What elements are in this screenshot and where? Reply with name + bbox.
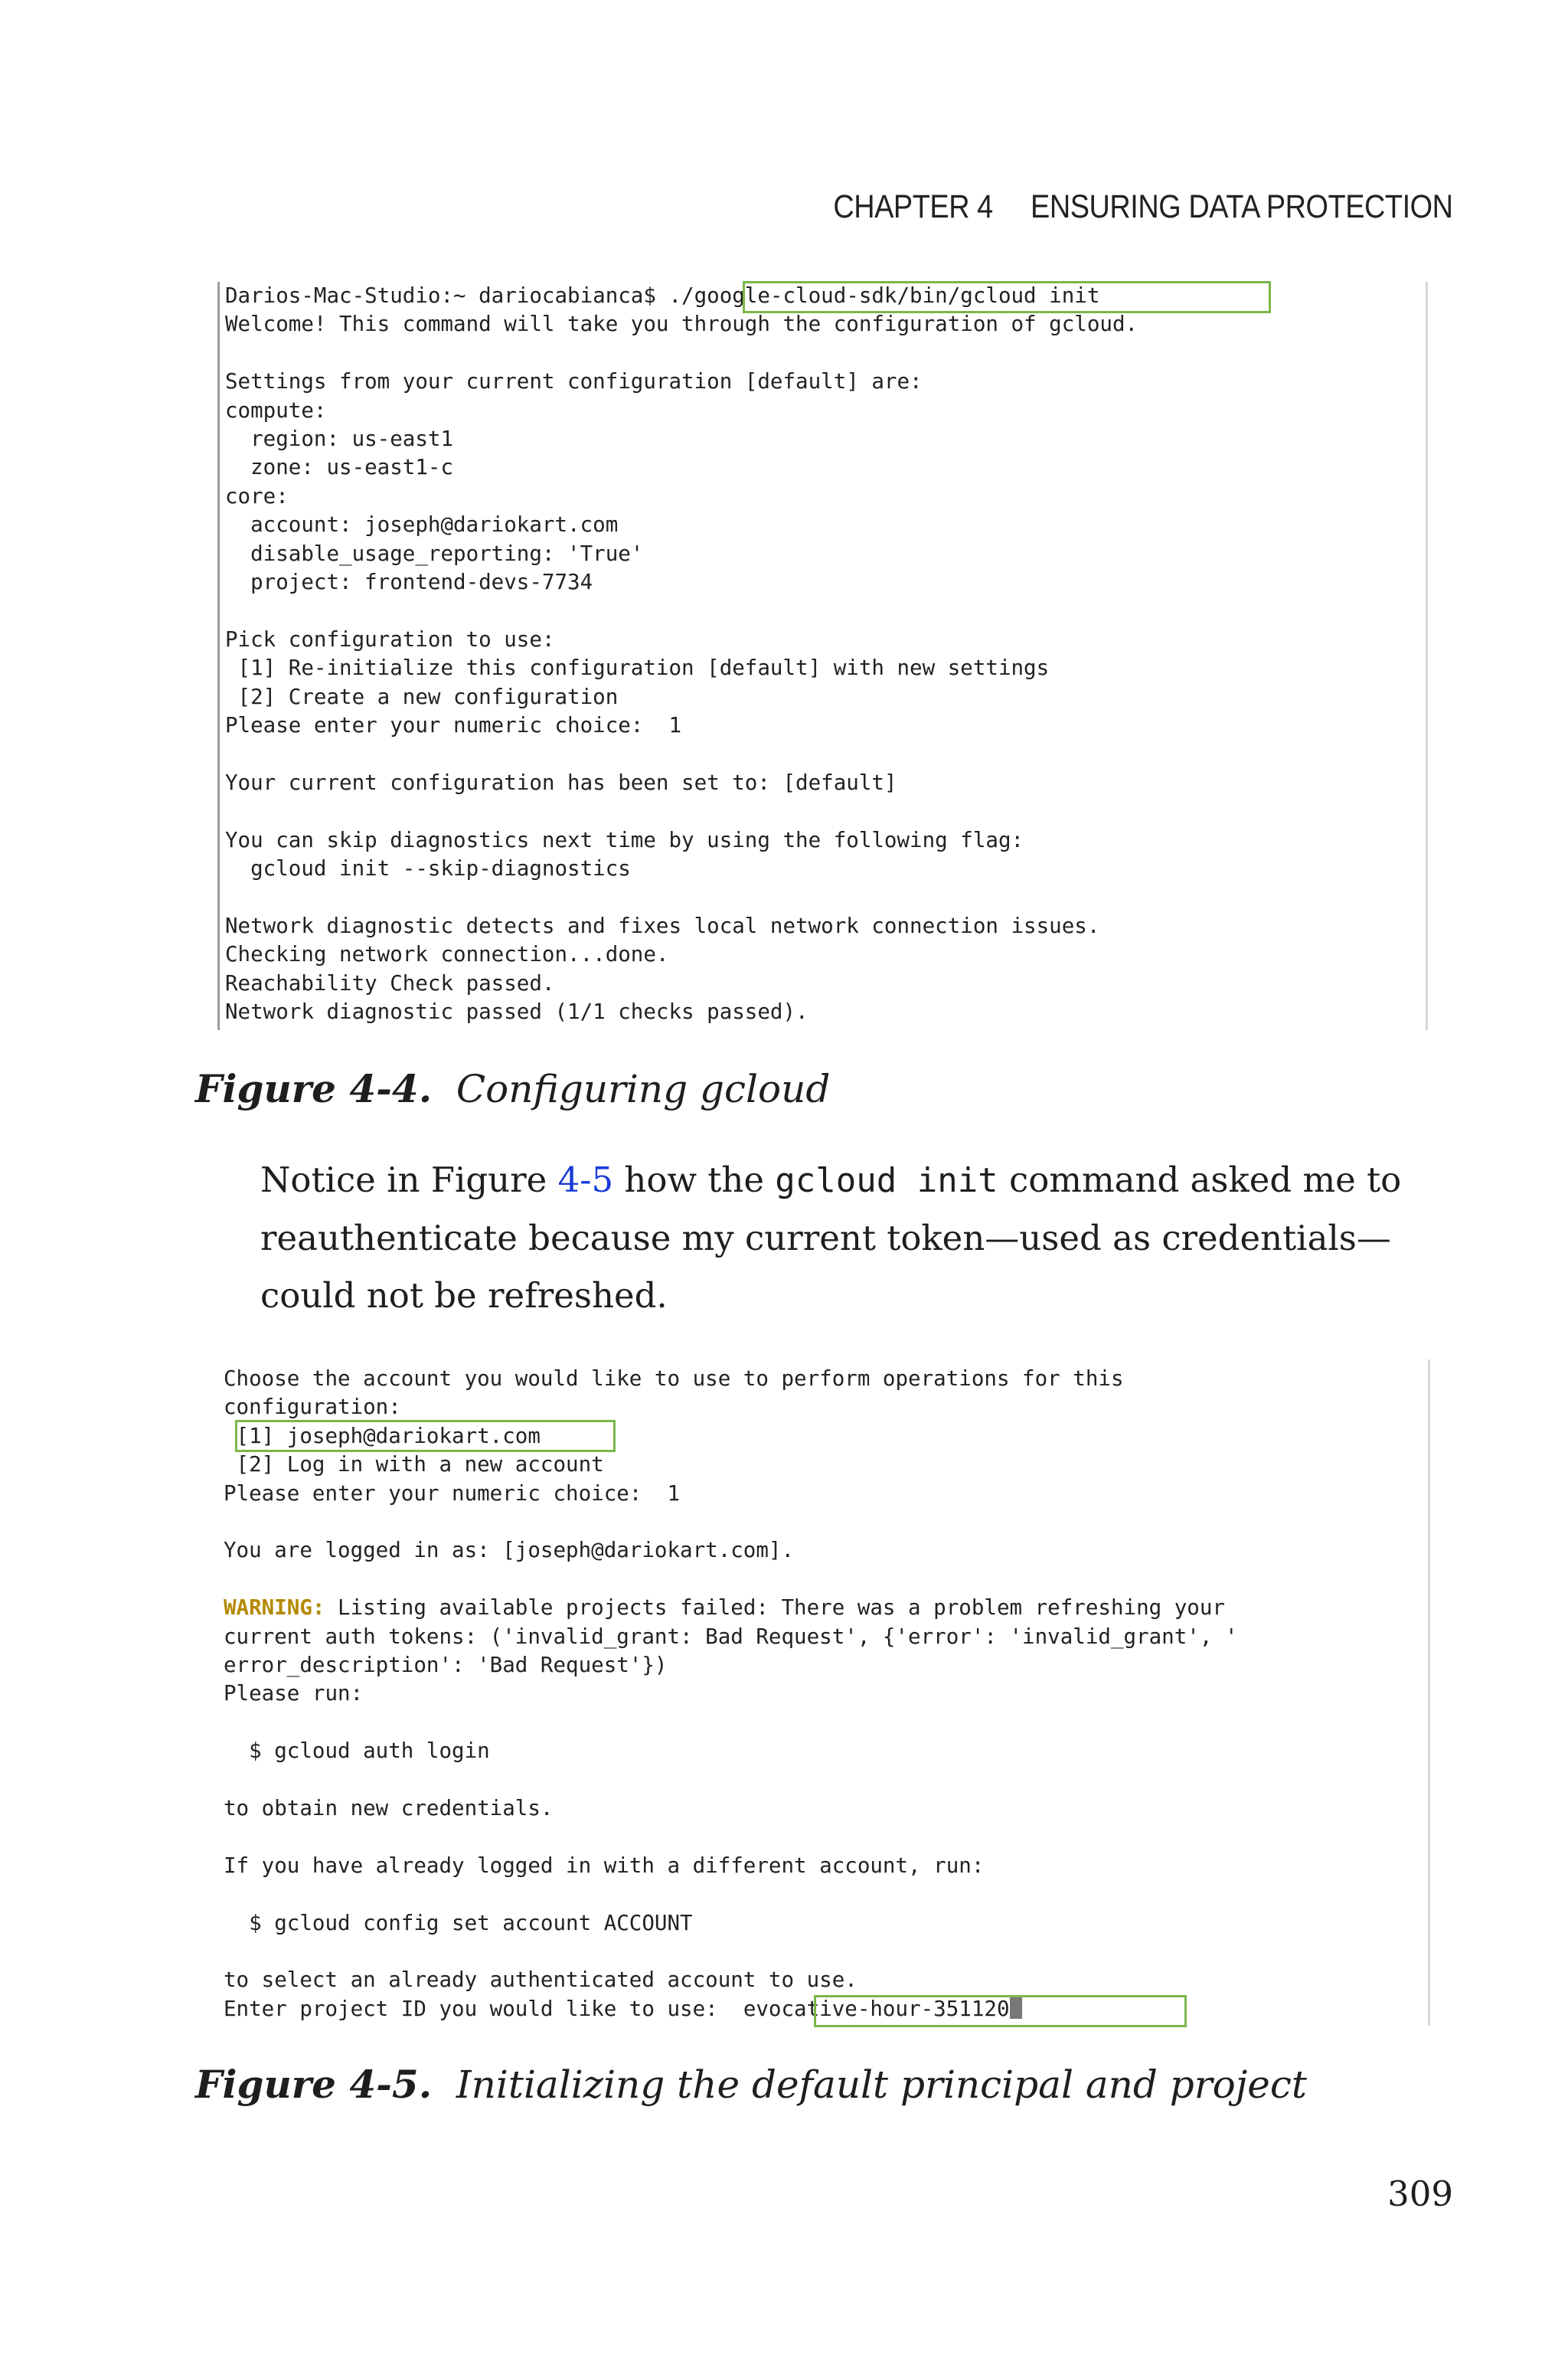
figure1-caption-text: Configuring gcloud: [456, 1067, 831, 1111]
figure2-terminal: [224, 1365, 1422, 2031]
figure1-terminal-line: Please enter your numeric choice: 1: [225, 713, 682, 738]
figure1-terminal-line: Darios-Mac-Studio:~ dariocabianca$ ./google-cloud-sdk/bin/gcloud init: [225, 283, 1100, 308]
warning-message: Listing available projects failed: There was a problem refreshing your: [325, 1595, 1225, 1621]
figure1-caption: [195, 1066, 830, 1111]
figure1-terminal-line: compute:: [225, 397, 327, 423]
figure2-terminal-line: Please enter your numeric choice: 1: [224, 1480, 681, 1506]
figure1-terminal-line: account: joseph@dariokart.com: [225, 512, 619, 538]
figure1-terminal-line: Your current configuration has been set to: [default]: [225, 770, 897, 795]
figure1-terminal-line: gcloud init --skip-diagnostics: [225, 856, 631, 881]
figure1-terminal-line: Checking network connection...done.: [225, 942, 669, 967]
figure-reference-link[interactable]: 4-5: [557, 1160, 614, 1200]
figure1-terminal-line: zone: us-east1-c: [225, 455, 454, 480]
page-number: 309: [1387, 2174, 1453, 2214]
inline-code: gcloud init: [775, 1161, 998, 1200]
figure2-terminal-line: [2] Log in with a new account: [224, 1452, 604, 1477]
figure2-terminal-line: You are logged in as: [joseph@dariokart.com].: [224, 1538, 795, 1563]
figure1-terminal-line: Pick configuration to use:: [225, 626, 555, 652]
figure1-left-rule: [217, 282, 220, 1030]
figure1-highlight-command: [743, 281, 1271, 313]
figure1-terminal-line: You can skip diagnostics next time by using the following flag:: [225, 827, 1024, 852]
project-prompt: Enter project ID you would like to use:: [224, 1996, 743, 2021]
figure1-terminal-line: Settings from your current configuration [default] are:: [225, 369, 923, 394]
figure2-caption: [195, 2062, 1307, 2107]
figure2-caption-text: Initializing the default principal and project: [456, 2062, 1307, 2107]
paragraph-text-1: Notice in Figure: [260, 1160, 558, 1200]
figure1-terminal-line: Network diagnostic detects and fixes local network connection issues.: [225, 913, 1100, 938]
figure1-terminal-line: region: us-east1: [225, 427, 454, 451]
figure2-terminal-line: to select an already authenticated account to use.: [224, 1967, 858, 1993]
figure2-caption-label: Figure 4-5.: [195, 2062, 433, 2107]
figure2-right-rule: [1428, 1359, 1430, 2026]
figure2-terminal-line: error_description': 'Bad Request'}): [224, 1653, 668, 1677]
figure2-warning-line: [224, 1594, 1225, 1622]
figure2-terminal-line: $ gcloud auth login: [224, 1739, 490, 1764]
figure1-terminal: [225, 282, 1419, 1030]
figure1-terminal-line: Network diagnostic passed (1/1 checks passed).: [225, 999, 808, 1024]
figure2-highlight-account: [235, 1420, 616, 1452]
figure2-terminal-line: $ gcloud config set account ACCOUNT: [224, 1910, 693, 1935]
figure2-terminal-line: [1] joseph@dariokart.com: [224, 1423, 541, 1448]
figure2-terminal-line: configuration:: [224, 1395, 401, 1420]
figure1-terminal-line: [2] Create a new configuration: [225, 684, 619, 709]
figure1-terminal-line: core:: [225, 483, 289, 509]
figure1-terminal-line: disable_usage_reporting: 'True': [225, 541, 644, 566]
paragraph-text-3: command asked me to reauthenticate because my current token—used as credentials—could not be refreshed.: [260, 1160, 1402, 1316]
figure1-terminal-line: Welcome! This command will take you through the configuration of gcloud.: [225, 312, 1138, 337]
body-paragraph: [195, 1151, 1451, 1324]
figure1-terminal-line: project: frontend-devs-7734: [225, 570, 593, 594]
figure2-terminal-line: Please run:: [224, 1681, 364, 1706]
figure2-terminal-line: to obtain new credentials.: [224, 1796, 554, 1820]
warning-label: WARNING:: [224, 1595, 325, 1621]
figure1-caption-label: Figure 4-4.: [195, 1066, 433, 1111]
running-head: [834, 188, 1453, 226]
paragraph-text-2: how the: [613, 1160, 776, 1200]
section-title: ENSURING DATA PROTECTION: [1031, 188, 1453, 225]
figure2-terminal-line: current auth tokens: ('invalid_grant: Bad Request', {'error': 'invalid_grant', ': [224, 1624, 1238, 1649]
figure2-highlight-project-id: [814, 1995, 1187, 2027]
figure1-right-rule: [1426, 282, 1428, 1030]
figure1-terminal-line: [1] Re-initialize this configuration [default] with new settings: [225, 656, 1050, 681]
figure2-terminal-line: If you have already logged in with a different account, run:: [224, 1853, 985, 1878]
chapter-label: CHAPTER 4: [833, 188, 994, 225]
figure2-terminal-line: Choose the account you would like to use to perform operations for this: [224, 1366, 1124, 1391]
figure1-terminal-line: Reachability Check passed.: [225, 970, 555, 996]
project-id-value: evocative-hour-351120: [743, 1996, 1010, 2021]
